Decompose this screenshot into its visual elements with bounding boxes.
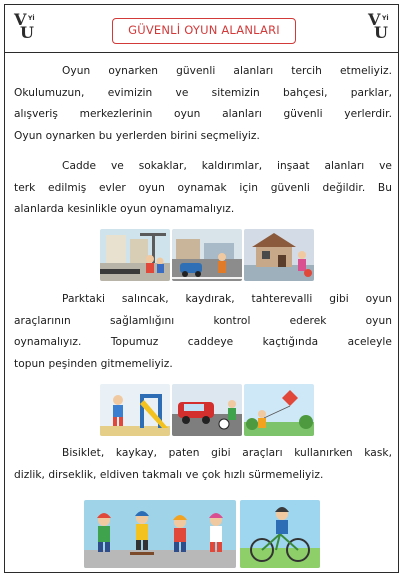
illustration-row-gear: [84, 500, 321, 568]
ball-in-street-illustration: [172, 384, 242, 436]
abandoned-house-illustration: [244, 229, 314, 281]
paragraph-unsafe-places: Cadde ve sokaklar, kaldırımlar, inşaat alanları ve terk edilmiş evler oyun oynamak için güvenli değildir. Bu alanlarda kesinlikle oyun oynamamalıyız.: [14, 160, 392, 215]
paragraph-playground-rules: Parktaki salıncak, kaydırak, tahterevalli gibi oyun araçlarının sağlamlığını kontrol ederek oyun oynamalıyız. Topumuz caddeye kaçtığında aceleyle topun peşinden gitmemeliyiz.: [14, 293, 392, 370]
kite-park-illustration: [244, 384, 314, 436]
protective-gear-skaters-illustration: [84, 500, 236, 568]
illustration-row-park: [100, 384, 315, 436]
paragraph-safe-places: Oyun oynarken güvenli alanları tercih etmeliyiz. Okulumuzun, evimizin ve sitemizin bahçesi, parklar, alışveriş merkezlerinin oyun alanları güvenli yerlerdir. Oyun oynarken bu yerlerden birini seçmeliyiz.: [14, 65, 392, 142]
header-divider: [4, 52, 399, 53]
street-traffic-illustration: [172, 229, 242, 281]
playground-slide-illustration: [100, 384, 170, 436]
page-title: GÜVENLİ OYUN ALANLARI: [112, 18, 296, 44]
illustration-row-unsafe: [100, 229, 315, 281]
school-logo-left: V Yİ U: [14, 10, 35, 42]
school-logo-right: V Yİ U: [368, 10, 389, 42]
construction-site-illustration: [100, 229, 170, 281]
helmet-cyclist-illustration: [240, 500, 320, 568]
paragraph-safety-gear: Bisiklet, kaykay, paten gibi araçları kullanırken kask, dizlik, dirseklik, eldiven takmalı ve çok hızlı sürmemeliyiz.: [14, 447, 392, 481]
